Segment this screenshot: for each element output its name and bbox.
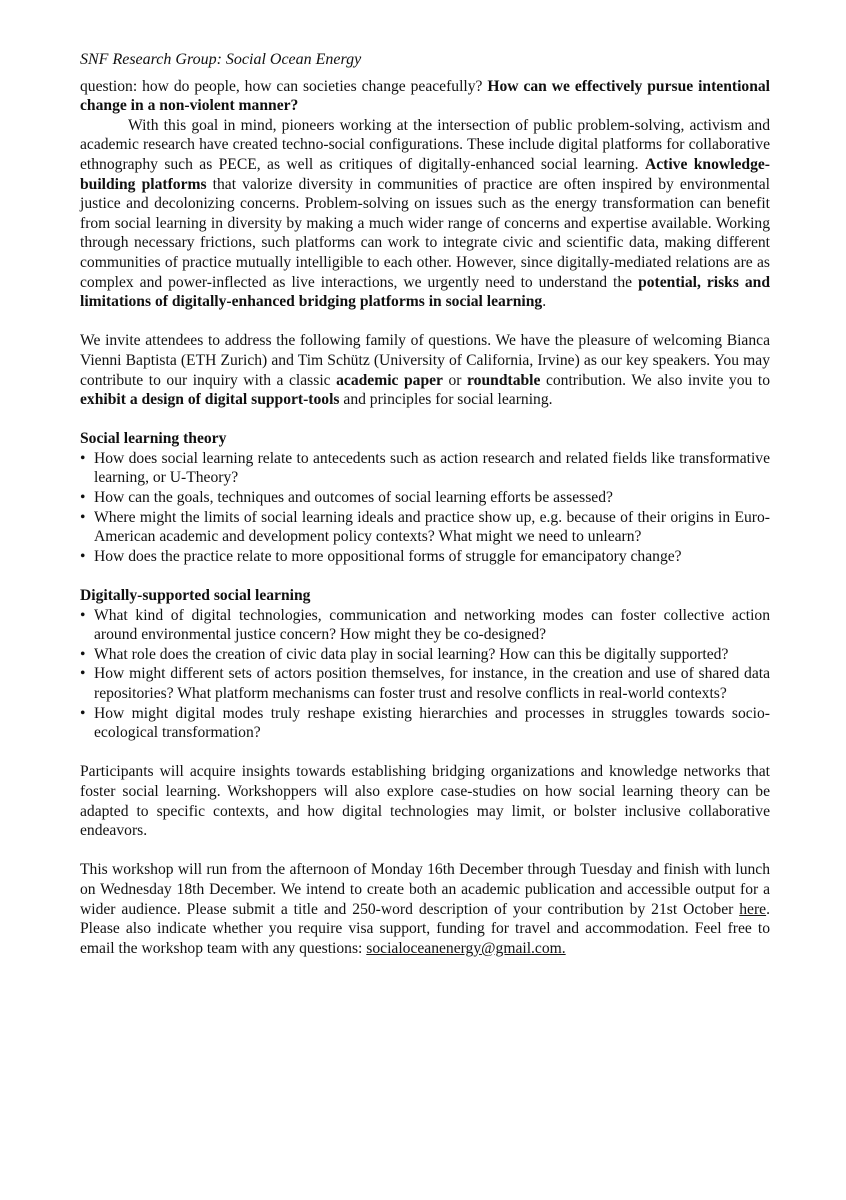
- bullet-icon: •: [80, 645, 86, 663]
- closing-paragraph-2: [80, 860, 770, 958]
- emphasis-question: How can we effectively pursue intentional change in a non-violent manner?: [80, 77, 770, 115]
- list-item: • Where might the limits of social learning ideals and practice show up, e.g. because of their origins in Euro-American academic and development policy contexts? What might we need to unlearn?: [80, 508, 770, 546]
- list-item: • What role does the creation of civic data play in social learning? How can this be digitally supported?: [80, 645, 729, 663]
- list-item: • How might digital modes truly reshape existing hierarchies and processes in struggles towards socio-ecological transformation?: [80, 704, 770, 742]
- text-run: contribution. We also invite you to: [540, 371, 770, 389]
- text-run: . Please also indicate whether you require visa support, funding for travel and accommodation. Feel free to email the workshop team with any questions:: [80, 900, 770, 957]
- list-item: • How does social learning relate to antecedents such as action research and related fields like transformative learning, or U-Theory?: [80, 449, 770, 487]
- bullet-icon: •: [80, 449, 86, 467]
- text-run: .: [542, 293, 547, 311]
- list-item: • How can the goals, techniques and outcomes of social learning efforts be assessed?: [80, 489, 613, 507]
- text-run: This workshop will run from the afternoon of Monday 16th December through Tuesday and finish with lunch on Wednesday 18th December. We intend to create both an academic publication and accessible output for a wider audience. Please submit a title and 250-word description of your contribution by 21st October: [80, 861, 770, 918]
- bullet-icon: •: [80, 489, 86, 507]
- bullet-icon: •: [80, 665, 86, 683]
- emphasis-exhibit: exhibit a design of digital support-tools: [80, 391, 340, 409]
- emphasis-academic-paper: academic paper: [336, 371, 443, 389]
- list-item: • How does the practice relate to more oppositional forms of struggle for emancipatory change?: [80, 547, 682, 565]
- list-item: • What kind of digital technologies, communication and networking modes can foster collective action around environmental justice concern? How might they be co-designed?: [80, 606, 770, 644]
- submission-link[interactable]: here: [739, 900, 767, 918]
- emphasis-potential: potential, risks and limitations of digitally-enhanced bridging platforms in social learning: [80, 273, 770, 311]
- bullet-icon: •: [80, 508, 86, 526]
- text-run: or: [442, 371, 468, 389]
- text-run: With this goal in mind, pioneers working at the intersection of public problem-solving, activism and academic research have created techno-social configurations. These include digital platforms for collaborative ethnography such as PECE, as well as critiques of digitally-enhanced social learning.: [80, 116, 770, 173]
- emphasis-roundtable: roundtable: [467, 371, 541, 389]
- bullet-icon: •: [80, 547, 86, 565]
- emphasis-platforms: Active knowledge-building platforms: [80, 155, 770, 193]
- running-header: SNF Research Group: Social Ocean Energy: [80, 51, 362, 68]
- bullet-icon: •: [80, 704, 86, 722]
- text-run: question: how do people, how can societies change peacefully?: [80, 77, 488, 95]
- question-list: [80, 449, 770, 567]
- closing-paragraph-1: Participants will acquire insights towards establishing bridging organizations and knowledge networks that foster social learning. Workshoppers will also explore case-studies on how social learning theory can be adapted to specific contexts, and how digital technologies may limit, or bolster inclusive collaborative endeavors.: [80, 763, 770, 840]
- intro-paragraph-1: [80, 77, 770, 116]
- text-run: that valorize diversity in communities of practice are often inspired by environmental justice and decolonizing concerns. Problem-solving on issues such as the energy transformation can benefit from social learning in diversity by making a much wider range of concerns and expertise available. Working through necessary frictions, such platforms can work to integrate civic and scientific data, making different communities of practice mutually intelligible to each other. However, since digitally-mediated relations are as complex and power-inflected as live interactions, we urgently need to understand the: [80, 175, 770, 291]
- text-run: We invite attendees to address the following family of questions. We have the pleasure of welcoming Bianca Vienni Baptista (ETH Zurich) and Tim Schütz (University of California, Irvine) as our key speakers. You may contribute to our inquiry with a classic: [80, 332, 770, 389]
- email-link[interactable]: socialoceanenergy@gmail.com.: [366, 939, 566, 957]
- section-social-learning-theory: [80, 429, 770, 566]
- section-heading: Digitally-supported social learning: [80, 587, 311, 605]
- text-run: and principles for social learning.: [339, 391, 553, 409]
- section-digitally-supported-social-learning: [80, 586, 770, 743]
- intro-paragraph-3: [80, 331, 770, 409]
- list-item: • How might different sets of actors position themselves, for instance, in the creation and use of shared data repositories? What platform mechanisms can foster trust and resolve conflicts in real-world contexts?: [80, 665, 770, 702]
- bullet-icon: •: [80, 606, 86, 624]
- question-list: [80, 606, 770, 743]
- intro-paragraph-2: [80, 116, 770, 312]
- section-heading: Social learning theory: [80, 430, 227, 448]
